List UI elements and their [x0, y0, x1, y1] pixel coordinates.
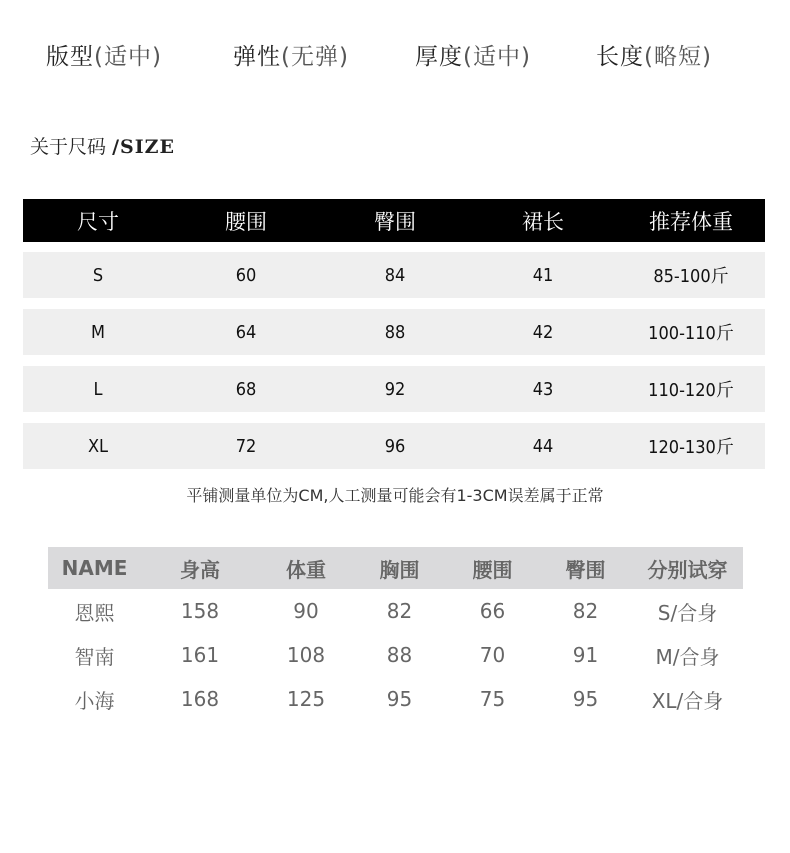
cell-height: 168 [180, 687, 220, 711]
cell-waist: 68 [235, 378, 257, 400]
attr-fit-value: (适中) [94, 44, 162, 70]
attr-elasticity-label: 弹性 [233, 44, 281, 70]
cell-hip: 91 [572, 643, 599, 667]
cell-bust: 88 [386, 643, 413, 667]
table-row [23, 423, 765, 469]
attr-fit-label: 版型 [46, 44, 94, 70]
header-bust: 胸围 [379, 557, 420, 582]
cell-hip: 84 [384, 264, 406, 286]
header-waist: 腰围 [472, 557, 513, 582]
cell-hip: 95 [572, 687, 599, 711]
header-hip: 臀围 [565, 557, 606, 582]
size-title-en: /SIZE [112, 136, 175, 158]
attr-length [596, 38, 712, 71]
header-name: NAME [61, 556, 128, 580]
cell-skirt-length: 43 [532, 378, 554, 400]
attr-thickness-value: (适中) [463, 44, 531, 70]
cell-hip: 96 [384, 435, 406, 457]
cell-waist: 72 [235, 435, 257, 457]
header-size: 尺寸 [77, 209, 119, 234]
attr-thickness [415, 38, 531, 71]
header-weight: 体重 [286, 557, 326, 582]
cell-skirt-length: 44 [532, 435, 554, 457]
cell-bust: 82 [386, 599, 413, 623]
measurement-note: 平铺测量单位为CM,人工测量可能会有1-3CM误差属于正常 [186, 486, 604, 505]
cell-name: 小海 [74, 688, 115, 713]
cell-name: 恩熙 [74, 600, 115, 625]
cell-size-tried: M/合身 [655, 644, 720, 669]
attr-fit [46, 38, 162, 71]
cell-name: 智南 [74, 644, 115, 669]
cell-weight: 120-130斤 [648, 437, 734, 458]
cell-size: S [92, 264, 104, 286]
cell-waist: 70 [479, 643, 506, 667]
header-recommended-weight: 推荐体重 [649, 209, 733, 234]
table-row [23, 366, 765, 412]
cell-hip: 88 [384, 321, 406, 343]
cell-weight: 85-100斤 [653, 266, 729, 287]
cell-bust: 95 [386, 687, 413, 711]
cell-waist: 66 [479, 599, 506, 623]
cell-waist: 60 [235, 264, 257, 286]
model-fit-table [48, 547, 743, 721]
table-row [23, 252, 765, 298]
cell-height: 158 [180, 599, 220, 623]
cell-size: M [91, 321, 105, 343]
cell-skirt-length: 41 [532, 264, 554, 286]
header-skirt-length: 裙长 [522, 209, 564, 234]
cell-weight: 108 [286, 643, 326, 667]
size-table [23, 199, 765, 480]
cell-waist: 75 [479, 687, 506, 711]
cell-hip: 92 [384, 378, 406, 400]
cell-skirt-length: 42 [532, 321, 554, 343]
cell-hip: 82 [572, 599, 599, 623]
cell-weight: 125 [286, 687, 326, 711]
size-title-cn: 关于尺码 [30, 136, 107, 158]
size-table-header [23, 199, 765, 242]
header-size-tried: 分别试穿 [647, 557, 728, 582]
cell-size: XL [87, 435, 109, 457]
cell-size: L [93, 378, 103, 400]
cell-size-tried: XL/合身 [651, 688, 724, 713]
table-row [23, 309, 765, 355]
header-waist: 腰围 [225, 209, 267, 234]
cell-weight: 110-120斤 [648, 380, 734, 401]
attr-elasticity-value: (无弹) [281, 44, 349, 70]
size-section-title [30, 132, 175, 159]
attr-length-value: (略短) [644, 44, 712, 70]
attr-thickness-label: 厚度 [415, 44, 463, 70]
model-table-header [48, 547, 743, 589]
cell-height: 161 [180, 643, 220, 667]
product-attributes [46, 38, 746, 74]
attr-length-label: 长度 [596, 44, 644, 70]
cell-weight: 90 [293, 599, 319, 623]
cell-waist: 64 [235, 321, 257, 343]
attr-elasticity [233, 38, 349, 71]
cell-size-tried: S/合身 [657, 600, 718, 625]
header-height: 身高 [180, 557, 220, 582]
table-row [48, 677, 743, 721]
table-row [48, 633, 743, 677]
table-row [48, 589, 743, 633]
cell-weight: 100-110斤 [648, 323, 734, 344]
header-hip: 臀围 [374, 209, 416, 234]
